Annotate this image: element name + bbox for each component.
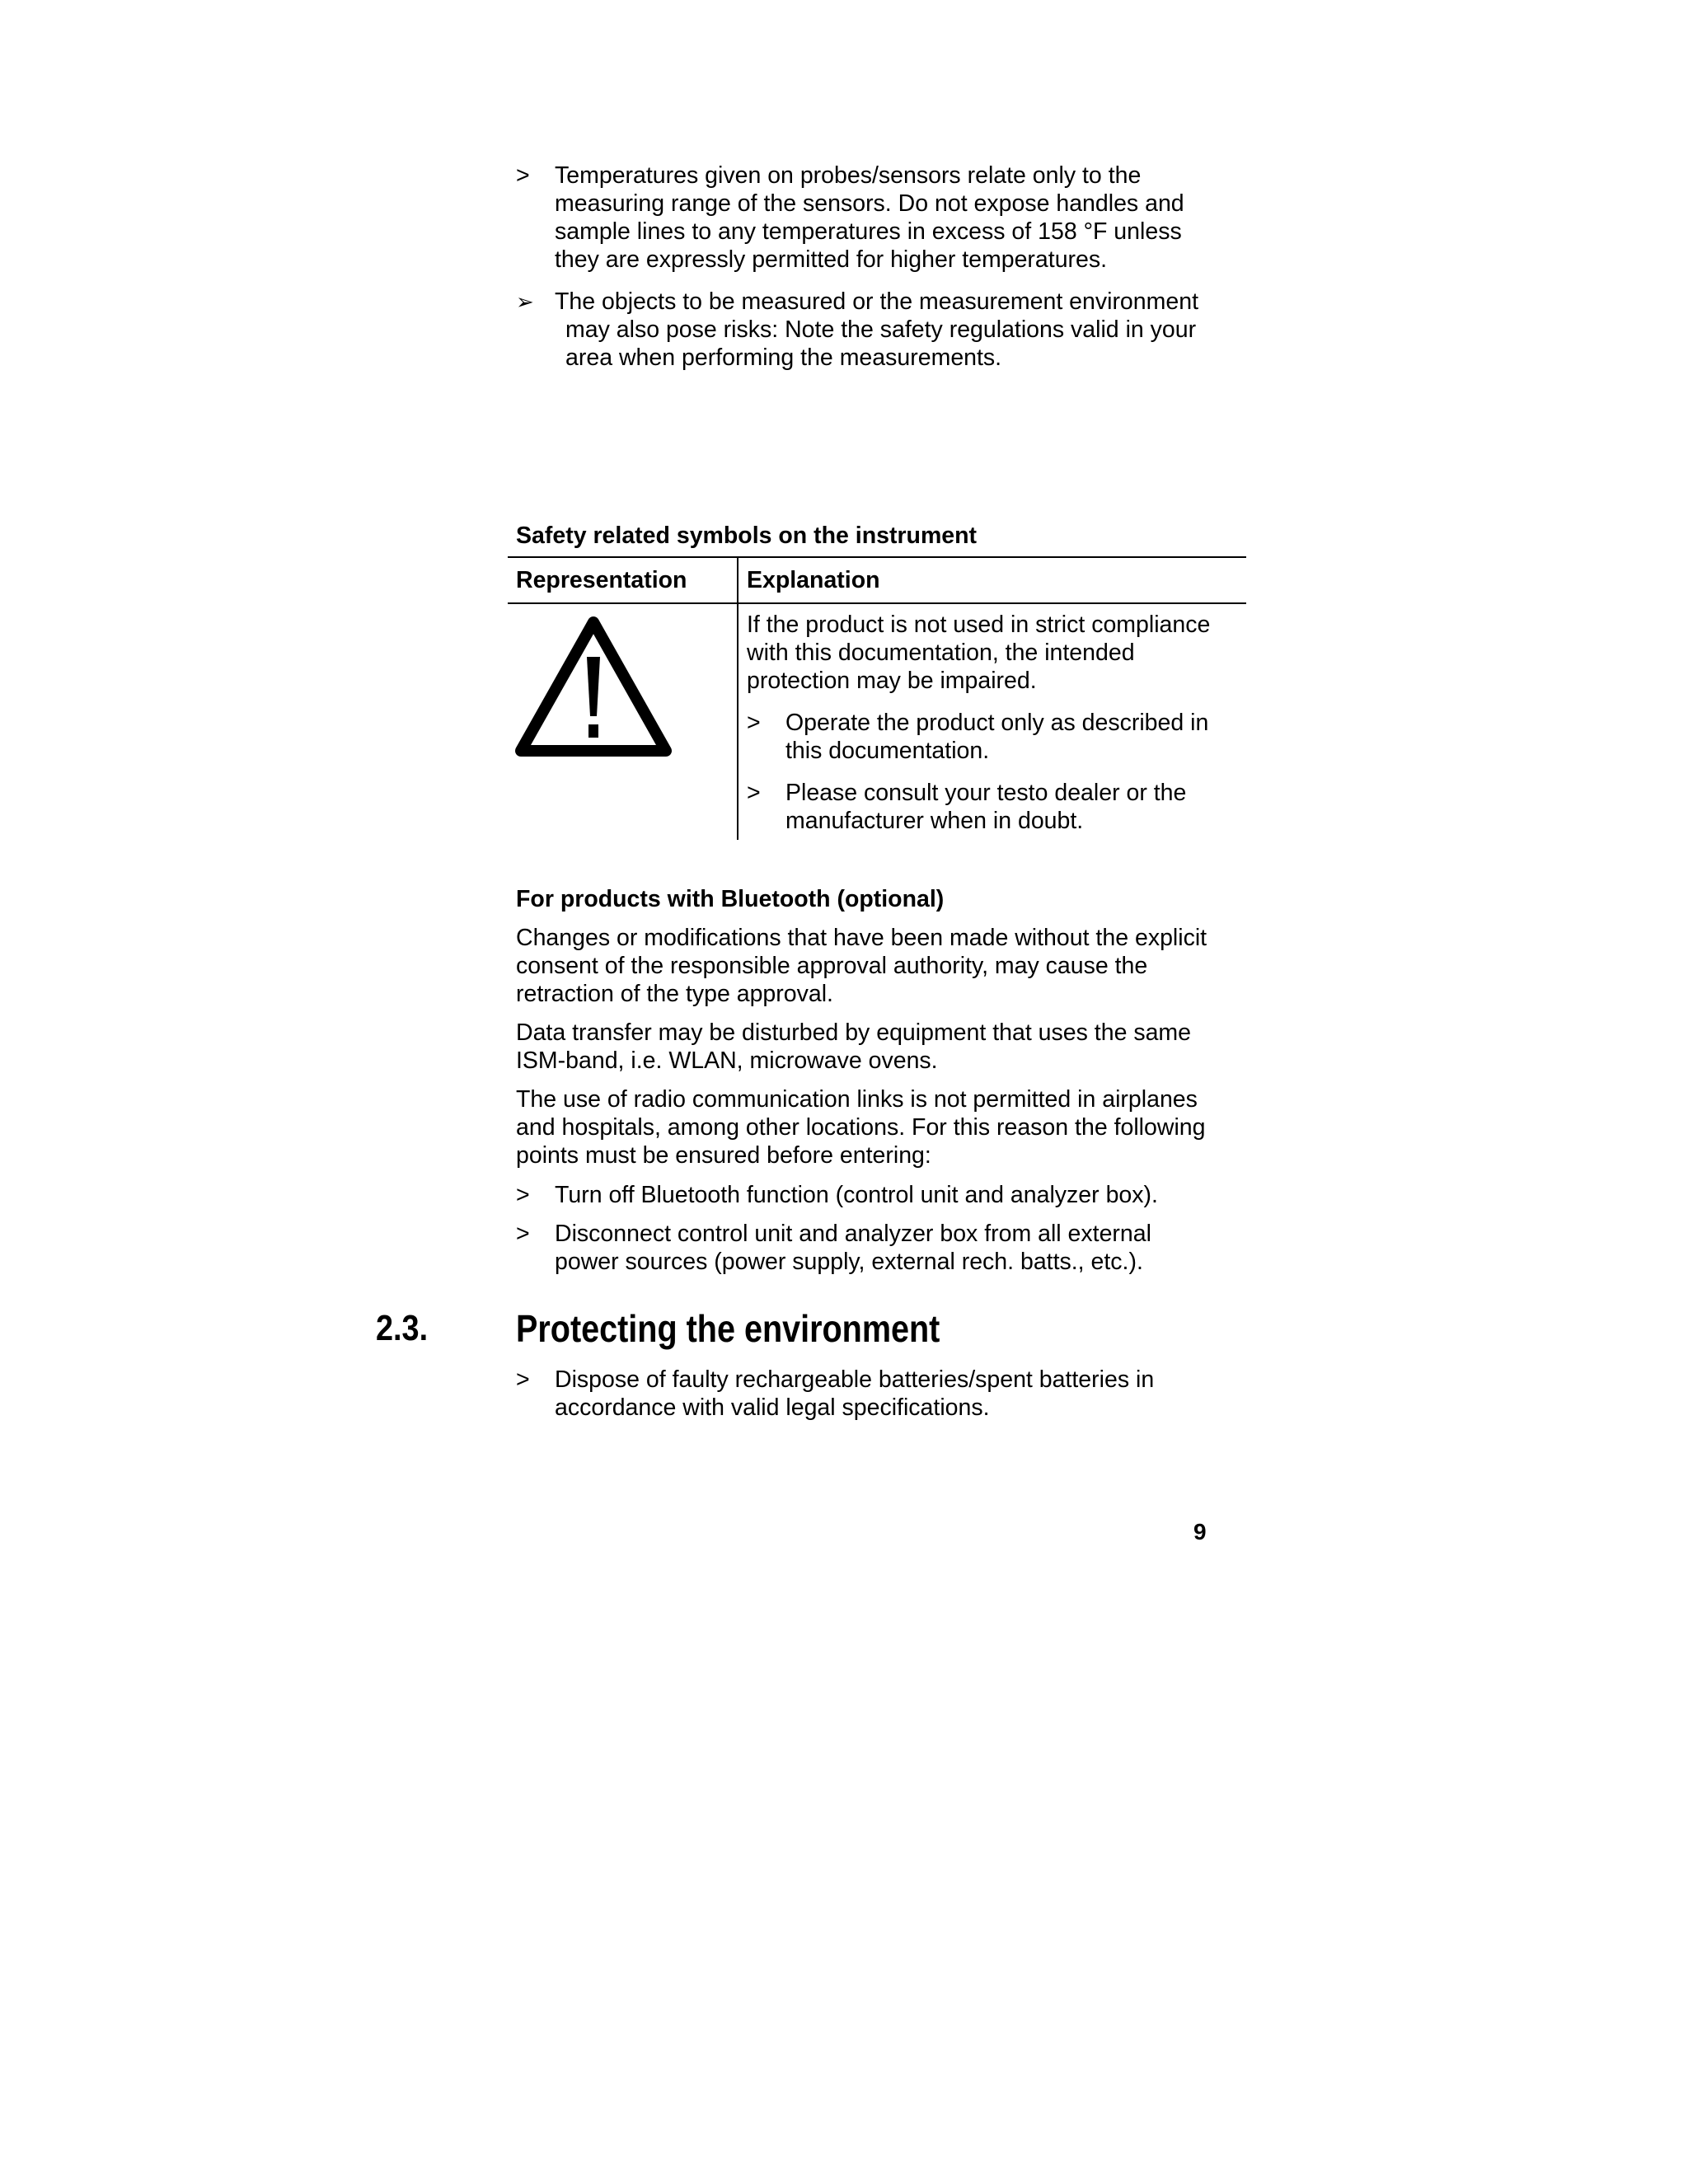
section-bullet-list [516, 1366, 1250, 1436]
explanation-cell [747, 611, 1241, 849]
explanation-line: protection may be impaired. [747, 668, 1037, 694]
list-item-line: The objects to be measured or the measurement environment [555, 288, 1198, 315]
paragraph-line: ISM-band, i.e. WLAN, microwave ovens. [516, 1047, 938, 1074]
top-bullet-list [516, 162, 1250, 386]
page-number: 9 [1193, 1519, 1207, 1544]
bullet-marker: > [516, 1221, 530, 1247]
explanation-line: If the product is not used in strict compliance [747, 612, 1211, 638]
bluetooth-paragraph [516, 1085, 1250, 1169]
list-item-line: they are expressly permitted for higher temperatures. [555, 246, 1108, 273]
list-item-line: Temperatures given on probes/sensors relate only to the [555, 162, 1142, 189]
paragraph-line: Data transfer may be disturbed by equipment that uses the same [516, 1019, 1192, 1046]
bluetooth-paragraph [516, 1019, 1250, 1075]
list-item-line: measuring range of the sensors. Do not expose handles and [555, 190, 1184, 217]
table-header-rule [508, 602, 1246, 604]
paragraph-line: retraction of the type approval. [516, 981, 833, 1007]
list-item [747, 779, 1241, 835]
paragraph-line: and hospitals, among other locations. For this reason the following [516, 1114, 1206, 1141]
list-item-line: area when performing the measurements. [565, 344, 1002, 371]
table-top-rule [508, 556, 1246, 558]
list-item [516, 162, 1250, 274]
list-item [747, 709, 1241, 765]
list-item-line: accordance with valid legal specifications. [555, 1394, 990, 1421]
bullet-marker: > [516, 1182, 530, 1208]
list-item-line: Disconnect control unit and analyzer box from all external [555, 1221, 1151, 1247]
section-title: Protecting the environment [516, 1307, 940, 1350]
list-item-line: manufacturer when in doubt. [785, 808, 1084, 834]
paragraph-line: Changes or modifications that have been made without the explicit [516, 925, 1207, 951]
section-number: 2.3. [376, 1308, 429, 1348]
bluetooth-paragraph [516, 924, 1250, 1008]
bullet-marker: > [516, 162, 530, 189]
bluetooth-section [516, 885, 1250, 1290]
list-item [516, 1366, 1250, 1422]
list-item-line: sample lines to any temperatures in excess of 158 °F unless [555, 218, 1182, 245]
list-item [516, 288, 1250, 372]
list-item-line: may also pose risks: Note the safety regulations valid in your [565, 316, 1197, 343]
arrowhead-bullet-icon: ➢ [516, 289, 534, 314]
paragraph-line: points must be ensured before entering: [516, 1142, 931, 1169]
list-item-line: Dispose of faulty rechargeable batteries/spent batteries in [555, 1366, 1155, 1393]
bullet-marker: > [747, 710, 761, 736]
bullet-marker: > [516, 1366, 530, 1393]
list-item-line: power sources (power supply, external rech. batts., etc.). [555, 1249, 1143, 1275]
list-item-line: Operate the product only as described in [785, 710, 1209, 736]
explanation-text [747, 611, 1241, 695]
list-item-line: Please consult your testo dealer or the [785, 780, 1187, 806]
list-item [516, 1220, 1250, 1276]
list-item-line: this documentation. [785, 738, 990, 764]
column-header-representation: Representation [516, 567, 687, 593]
bullet-marker: > [747, 780, 761, 806]
column-header-explanation: Explanation [747, 567, 880, 593]
explanation-line: with this documentation, the intended [747, 640, 1135, 666]
list-item-line: Turn off Bluetooth function (control unit and analyzer box). [555, 1182, 1158, 1208]
paragraph-line: consent of the responsible approval authority, may cause the [516, 953, 1148, 979]
warning-triangle-icon [514, 614, 673, 762]
table-caption: Safety related symbols on the instrument [516, 523, 978, 549]
symbols-table [508, 556, 1246, 840]
bluetooth-heading: For products with Bluetooth (optional) [516, 886, 945, 912]
paragraph-line: The use of radio communication links is not permitted in airplanes [516, 1086, 1198, 1113]
table-column-divider [737, 556, 738, 840]
list-item [516, 1181, 1250, 1209]
